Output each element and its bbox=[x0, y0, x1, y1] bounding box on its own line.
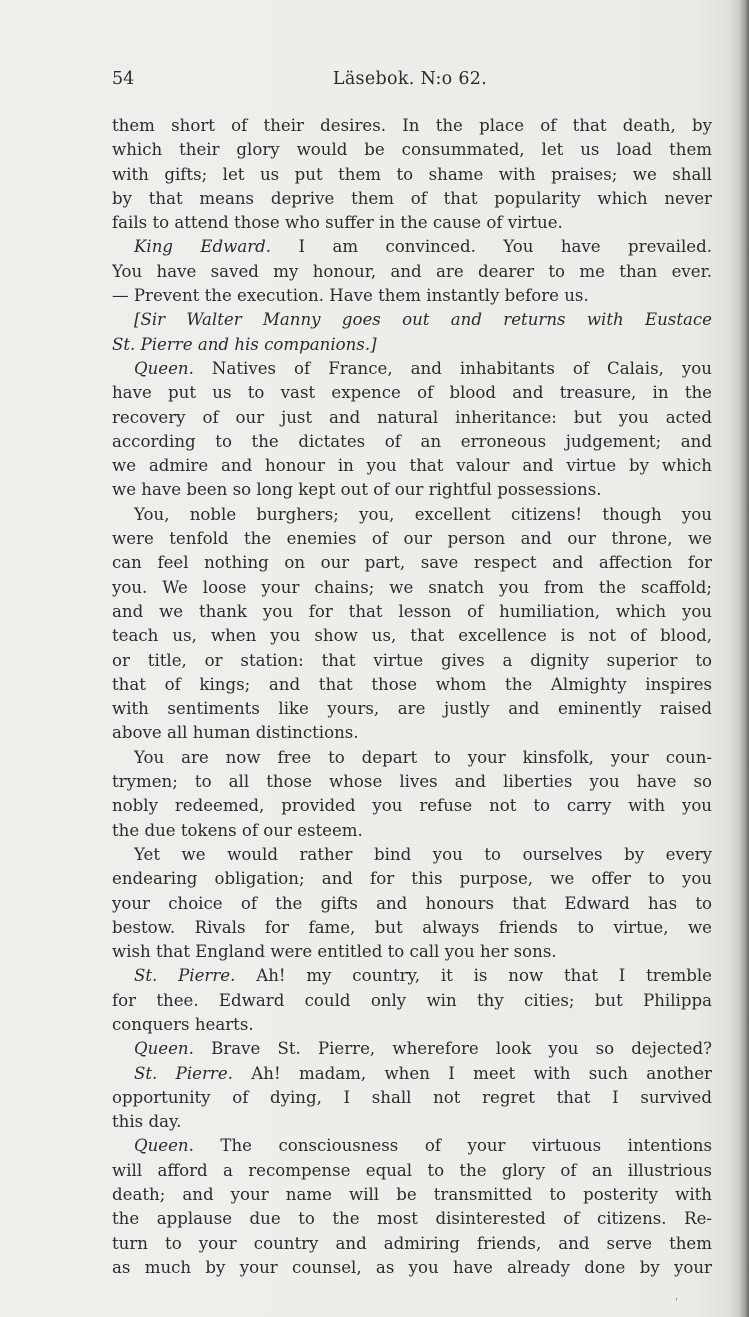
text-line: you. We loose your chains; we snatch you from the scaffold; bbox=[112, 577, 712, 597]
text-line: St. Pierre. Ah! madam, when I meet with such another bbox=[134, 1063, 712, 1083]
stage-direction-line: St. Pierre and his companions.] bbox=[112, 334, 377, 354]
text-line: them short of their desires. In the place of that death, by bbox=[112, 116, 712, 135]
speaker-name: St. Pierre. bbox=[134, 966, 236, 986]
stage-direction-line: [Sir Walter Manny goes out and returns with Eustace bbox=[134, 310, 712, 330]
text-line: that of kings; and that those whom the Almighty inspires bbox=[112, 674, 712, 694]
text-line: your choice of the gifts and honours that Edward has to bbox=[112, 893, 712, 913]
text-line: death; and your name will be transmitted to posterity with bbox=[112, 1185, 712, 1205]
text-line: fails to attend those who suffer in the cause of virtue. bbox=[112, 213, 563, 233]
text-line: turn to your country and admiring friends, and serve them bbox=[112, 1233, 712, 1253]
page-number: 54 bbox=[112, 69, 135, 89]
page-header bbox=[112, 66, 708, 92]
text-line: You, noble burghers; you, excellent citizens! though you bbox=[134, 504, 712, 524]
speaker-name: King Edward. bbox=[134, 237, 272, 257]
text-line: will afford a recompense equal to the glory of an illustrious bbox=[112, 1160, 712, 1180]
text-line: as much by your counsel, as you have already done by your bbox=[112, 1257, 712, 1277]
text-line: teach us, when you show us, that excellence is not of blood, bbox=[112, 626, 712, 646]
text-line: have put us to vast expence of blood and treasure, in the bbox=[112, 383, 712, 403]
text-line: opportunity of dying, I shall not regret that I survived bbox=[112, 1087, 712, 1107]
text-line: conquers hearts. bbox=[112, 1014, 254, 1034]
page-binding-edge bbox=[739, 0, 749, 1317]
text-line: with sentiments like yours, are justly and eminently raised bbox=[112, 699, 712, 719]
text-line: can feel nothing on our part, save respect and affection for bbox=[112, 553, 712, 573]
speaker-name: Queen. bbox=[134, 1039, 194, 1059]
text-line: You have saved my honour, and are dearer to me than ever. bbox=[112, 261, 712, 281]
text-line: Queen. The consciousness of your virtuous intentions bbox=[134, 1136, 712, 1156]
text-line: — Prevent the execution. Have them instantly before us. bbox=[112, 286, 589, 306]
text-line: the due tokens of our esteem. bbox=[112, 820, 363, 840]
scan-mark: ʹ bbox=[675, 1298, 678, 1309]
text-line: were tenfold the enemies of our person and our throne, we bbox=[112, 529, 712, 549]
text-line: You are now free to depart to your kinsfolk, your coun- bbox=[134, 747, 712, 767]
text-line: with gifts; let us put them to shame with praises; we shall bbox=[112, 164, 712, 184]
text-line: we have been so long kept out of our rightful possessions. bbox=[112, 480, 602, 500]
text-line: Queen. Natives of France, and inhabitants of Calais, you bbox=[134, 358, 712, 378]
speaker-name: Queen. bbox=[134, 1136, 194, 1156]
text-line: we admire and honour in you that valour and virtue by which bbox=[112, 456, 712, 476]
text-line: wish that England were entitled to call you her sons. bbox=[112, 942, 557, 962]
text-line: Yet we would rather bind you to ourselves by every bbox=[134, 844, 712, 864]
text-line: or title, or station: that virtue gives a dignity superior to bbox=[112, 650, 712, 670]
text-line: above all human distinctions. bbox=[112, 723, 359, 743]
text-line: by that means deprive them of that popularity which never bbox=[112, 188, 712, 208]
text-line: nobly redeemed, provided you refuse not to carry with you bbox=[112, 796, 712, 816]
text-line: endearing obligation; and for this purpose, we offer to you bbox=[112, 869, 712, 889]
text-line: trymen; to all those whose lives and liberties you have so bbox=[112, 772, 712, 792]
body-text bbox=[112, 114, 712, 1280]
text-line: for thee. Edward could only win thy cities; but Philippa bbox=[112, 990, 712, 1010]
text-line: King Edward. I am convinced. You have prevailed. bbox=[134, 237, 712, 257]
text-line: which their glory would be consummated, let us load them bbox=[112, 140, 712, 160]
running-head: Läsebok. N:o 62. bbox=[332, 69, 488, 89]
text-line: Queen. Brave St. Pierre, wherefore look you so dejected? bbox=[134, 1039, 712, 1059]
speaker-name: St. Pierre. bbox=[134, 1063, 233, 1083]
text-line: St. Pierre. Ah! my country, it is now that I tremble bbox=[134, 966, 712, 986]
text-line: recovery of our just and natural inheritance: but you acted bbox=[112, 407, 712, 427]
text-line: and we thank you for that lesson of humiliation, which you bbox=[112, 601, 712, 621]
text-line: the applause due to the most disinterested of citizens. Re- bbox=[112, 1209, 712, 1229]
text-line: according to the dictates of an erroneous judgement; and bbox=[112, 431, 712, 451]
speaker-name: Queen. bbox=[134, 358, 194, 378]
text-line: this day. bbox=[112, 1112, 182, 1132]
text-line: bestow. Rivals for fame, but always friends to virtue, we bbox=[112, 917, 712, 937]
